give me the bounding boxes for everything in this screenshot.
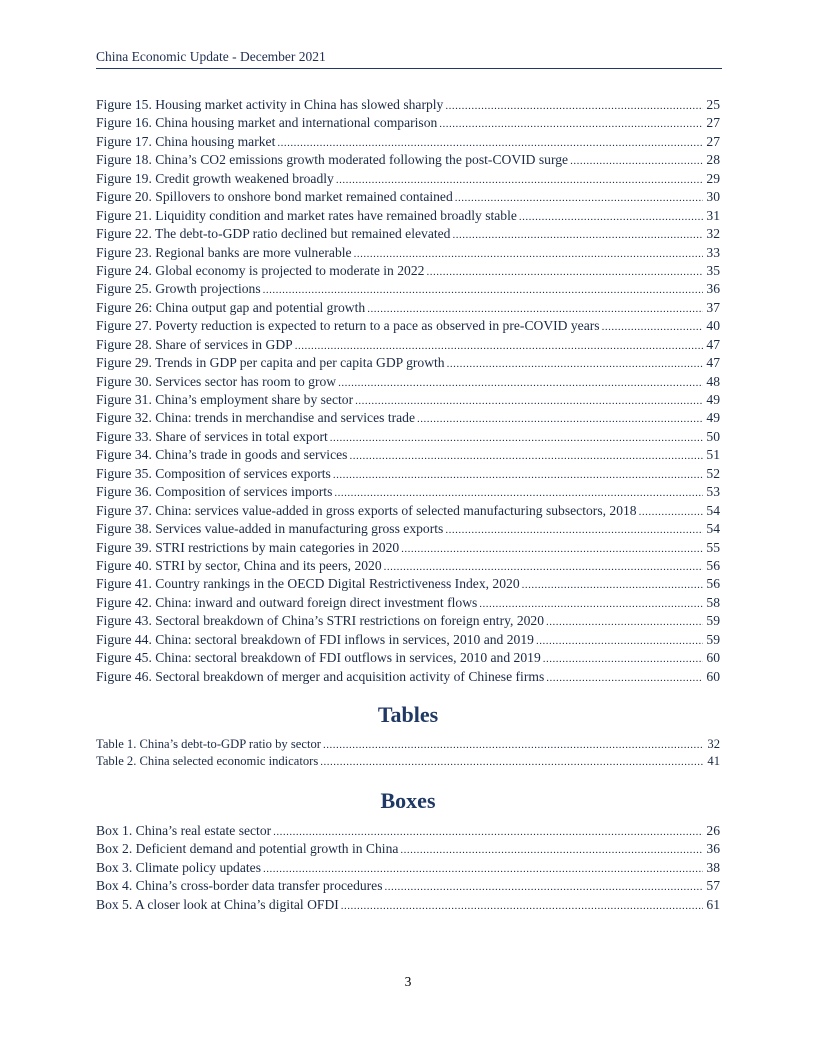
- toc-entry[interactable]: [96, 612, 720, 630]
- toc-entry[interactable]: [96, 840, 720, 858]
- toc-entry-label: Figure 28. Share of services in GDP: [96, 336, 293, 352]
- toc-entry-label: Figure 39. STRI restrictions by main categories in 2020: [96, 539, 400, 555]
- toc-entry[interactable]: [96, 649, 720, 667]
- dot-leader: [417, 410, 703, 428]
- toc-entry[interactable]: [96, 520, 720, 538]
- toc-entry[interactable]: [96, 753, 720, 770]
- dot-leader: [334, 484, 703, 502]
- toc-entry-label: Figure 42. China: inward and outward foreign direct investment flows: [96, 594, 478, 610]
- dot-leader: [354, 245, 704, 263]
- dot-leader: [323, 737, 704, 754]
- dot-leader: [445, 97, 703, 115]
- list-of-figures: [96, 96, 720, 686]
- dot-leader: [333, 466, 704, 484]
- dot-leader: [602, 318, 704, 336]
- toc-entry[interactable]: [96, 859, 720, 877]
- toc-entry[interactable]: [96, 336, 720, 354]
- dot-leader: [479, 595, 703, 613]
- toc-entry-page: 28: [706, 152, 720, 168]
- dot-leader: [336, 171, 704, 189]
- toc-entry-page: 61: [706, 896, 720, 912]
- dot-leader: [519, 208, 703, 226]
- toc-entry[interactable]: [96, 151, 720, 169]
- toc-entry-page: 50: [706, 428, 720, 444]
- toc-entry-label: Figure 30. Services sector has room to grow: [96, 373, 337, 389]
- toc-entry-label: Figure 43. Sectoral breakdown of China’s STRI restrictions on foreign entry, 2020: [96, 613, 545, 629]
- dot-leader: [341, 897, 704, 915]
- toc-entry-label: Figure 24. Global economy is projected to moderate in 2022: [96, 262, 425, 278]
- toc-entry-page: 29: [706, 170, 720, 186]
- toc-entry[interactable]: [96, 299, 720, 317]
- toc-entry-label: Table 2. China selected economic indicators: [96, 754, 319, 768]
- toc-entry-page: 58: [706, 594, 720, 610]
- toc-entry[interactable]: [96, 539, 720, 557]
- toc-entry-page: 27: [706, 115, 720, 131]
- dot-leader: [320, 754, 704, 771]
- dot-leader: [384, 558, 704, 576]
- toc-entry-label: Figure 19. Credit growth weakened broadly: [96, 170, 334, 186]
- dot-leader: [570, 152, 703, 170]
- toc-entry-page: 55: [706, 539, 720, 555]
- toc-entry-page: 52: [706, 465, 720, 481]
- toc-entry-page: 59: [706, 613, 720, 629]
- toc-entry-page: 35: [706, 262, 720, 278]
- toc-entry[interactable]: [96, 575, 720, 593]
- toc-entry[interactable]: [96, 317, 720, 335]
- toc-entry-label: Figure 37. China: services value-added in gross exports of selected manufacturing subsectors, 2018: [96, 502, 637, 518]
- toc-entry-label: Figure 18. China’s CO2 emissions growth moderated following the post-COVID surge: [96, 152, 569, 168]
- toc-entry[interactable]: [96, 170, 720, 188]
- dot-leader: [543, 650, 704, 668]
- toc-entry-page: 51: [706, 447, 720, 463]
- dot-leader: [546, 613, 703, 631]
- toc-entry[interactable]: [96, 188, 720, 206]
- toc-entry[interactable]: [96, 428, 720, 446]
- toc-entry[interactable]: [96, 373, 720, 391]
- toc-entry-label: Figure 32. China: trends in merchandise and services trade: [96, 410, 415, 426]
- list-of-boxes: [96, 822, 720, 914]
- toc-entry-label: Figure 25. Growth projections: [96, 281, 261, 297]
- toc-entry-label: Figure 41. Country rankings in the OECD Digital Restrictiveness Index, 2020: [96, 576, 520, 592]
- toc-entry-label: Figure 44. China: sectoral breakdown of FDI inflows in services, 2010 and 2019: [96, 631, 534, 647]
- toc-entry[interactable]: [96, 391, 720, 409]
- dot-leader: [273, 823, 703, 841]
- dot-leader: [400, 841, 703, 859]
- toc-entry[interactable]: [96, 225, 720, 243]
- toc-entry-page: 56: [706, 576, 720, 592]
- toc-entry-page: 60: [706, 650, 720, 666]
- running-header: China Economic Update - December 2021: [96, 48, 722, 69]
- dot-leader: [263, 281, 704, 299]
- toc-entry-label: Figure 31. China’s employment share by sector: [96, 392, 354, 407]
- toc-entry-page: 40: [706, 318, 720, 334]
- toc-entry-page: 32: [707, 737, 720, 751]
- toc-entry[interactable]: [96, 446, 720, 464]
- dot-leader: [367, 300, 703, 318]
- toc-entry-label: Box 2. Deficient demand and potential growth in China: [96, 841, 399, 857]
- dot-leader: [426, 263, 703, 281]
- toc-entry[interactable]: [96, 736, 720, 753]
- dot-leader: [455, 189, 704, 207]
- toc-entry-page: 56: [706, 557, 720, 573]
- dot-leader: [338, 374, 703, 392]
- toc-entry-page: 41: [707, 754, 720, 768]
- toc-entry-page: 54: [706, 521, 720, 537]
- toc-entry-page: 38: [706, 859, 720, 875]
- toc-entry-page: 59: [706, 631, 720, 647]
- toc-entry-page: 27: [706, 133, 720, 149]
- dot-leader: [546, 669, 703, 687]
- toc-entry-page: 36: [706, 281, 720, 297]
- toc-entry-label: Box 5. A closer look at China’s digital OFDI: [96, 896, 339, 912]
- toc-entry-page: 36: [706, 841, 720, 857]
- toc-entry-label: Figure 26: China output gap and potential growth: [96, 299, 366, 315]
- toc-entry-page: 30: [706, 189, 720, 205]
- toc-entry[interactable]: [96, 114, 720, 132]
- toc-entry-label: Figure 21. Liquidity condition and market rates have remained broadly stable: [96, 207, 517, 223]
- toc-entry-label: Figure 36. Composition of services imports: [96, 484, 333, 500]
- toc-entry[interactable]: [96, 668, 720, 686]
- toc-entry[interactable]: [96, 483, 720, 501]
- dot-leader: [401, 540, 703, 558]
- toc-entry-page: 47: [706, 355, 720, 371]
- page-number: 3: [404, 974, 412, 989]
- toc-entry[interactable]: [96, 896, 720, 914]
- toc-entry-page: 25: [706, 97, 720, 112]
- toc-entry[interactable]: [96, 465, 720, 483]
- toc-entry-label: Figure 23. Regional banks are more vulnerable: [96, 244, 352, 260]
- dot-leader: [355, 392, 703, 410]
- dot-leader: [277, 134, 703, 152]
- toc-entry-label: Figure 45. China: sectoral breakdown of FDI outflows in services, 2010 and 2019: [96, 650, 541, 666]
- dot-leader: [330, 429, 704, 447]
- toc-entry[interactable]: [96, 96, 720, 114]
- toc-entry[interactable]: [96, 631, 720, 649]
- toc-entry-label: Figure 22. The debt-to-GDP ratio declined but remained elevated: [96, 226, 451, 242]
- dot-leader: [452, 226, 703, 244]
- toc-entry-page: 60: [706, 668, 720, 684]
- dot-leader: [385, 878, 704, 896]
- list-of-tables: [96, 736, 720, 770]
- dot-leader: [439, 115, 703, 133]
- toc-entry[interactable]: [96, 133, 720, 151]
- toc-entry-page: 49: [706, 392, 720, 407]
- toc-entry-label: Figure 38. Services value-added in manufacturing gross exports: [96, 521, 444, 537]
- boxes-heading: Boxes: [380, 788, 436, 813]
- toc-entry-label: Box 1. China’s real estate sector: [96, 823, 272, 838]
- toc-entry-label: Figure 17. China housing market: [96, 133, 276, 149]
- toc-entry-page: 31: [706, 207, 720, 223]
- toc-entry-page: 26: [706, 823, 720, 838]
- toc-entry-label: Figure 34. China’s trade in goods and services: [96, 447, 348, 463]
- dot-leader: [349, 447, 703, 465]
- toc-entry-label: Box 4. China’s cross-border data transfer procedures: [96, 878, 383, 894]
- toc-entry-page: 32: [706, 226, 720, 242]
- dot-leader: [536, 632, 703, 650]
- toc-entry-label: Figure 29. Trends in GDP per capita and per capita GDP growth: [96, 355, 445, 371]
- toc-entry-page: 48: [706, 373, 720, 389]
- dot-leader: [639, 503, 704, 521]
- toc-entry-label: Figure 15. Housing market activity in China has slowed sharply: [96, 97, 444, 112]
- toc-entry-label: Figure 16. China housing market and international comparison: [96, 115, 438, 131]
- toc-entry-label: Figure 20. Spillovers to onshore bond market remained contained: [96, 189, 453, 205]
- toc-entry-page: 33: [706, 244, 720, 260]
- dot-leader: [295, 337, 704, 355]
- toc-entry[interactable]: [96, 262, 720, 280]
- toc-entry[interactable]: [96, 557, 720, 575]
- tables-heading: Tables: [377, 702, 439, 727]
- toc-entry-label: Figure 40. STRI by sector, China and its peers, 2020: [96, 557, 382, 573]
- toc-entry-label: Box 3. Climate policy updates: [96, 859, 261, 875]
- toc-entry-label: Figure 33. Share of services in total export: [96, 428, 328, 444]
- toc-entry[interactable]: [96, 354, 720, 372]
- toc-entry[interactable]: [96, 409, 720, 427]
- toc-entry-label: Figure 27. Poverty reduction is expected to return to a pace as observed in pre-COVID years: [96, 318, 600, 334]
- toc-entry-page: 37: [706, 299, 720, 315]
- toc-entry-label: Table 1. China’s debt-to-GDP ratio by sector: [96, 737, 321, 751]
- toc-entry-page: 53: [706, 484, 720, 500]
- toc-entry[interactable]: [96, 207, 720, 225]
- toc-entry-page: 47: [706, 336, 720, 352]
- dot-leader: [445, 521, 703, 539]
- toc-entry[interactable]: [96, 280, 720, 298]
- toc-entry-page: 57: [706, 878, 720, 894]
- toc-entry-page: 49: [706, 410, 720, 426]
- toc-entry[interactable]: [96, 594, 720, 612]
- toc-entry[interactable]: [96, 822, 720, 840]
- toc-entry[interactable]: [96, 877, 720, 895]
- toc-entry[interactable]: [96, 244, 720, 262]
- toc-entry-label: Figure 35. Composition of services exports: [96, 465, 331, 481]
- dot-leader: [447, 355, 704, 373]
- toc-entry[interactable]: [96, 502, 720, 520]
- toc-entry-label: Figure 46. Sectoral breakdown of merger and acquisition activity of Chinese firms: [96, 668, 545, 684]
- toc-entry-page: 54: [706, 502, 720, 518]
- dot-leader: [263, 860, 703, 878]
- dot-leader: [522, 576, 704, 594]
